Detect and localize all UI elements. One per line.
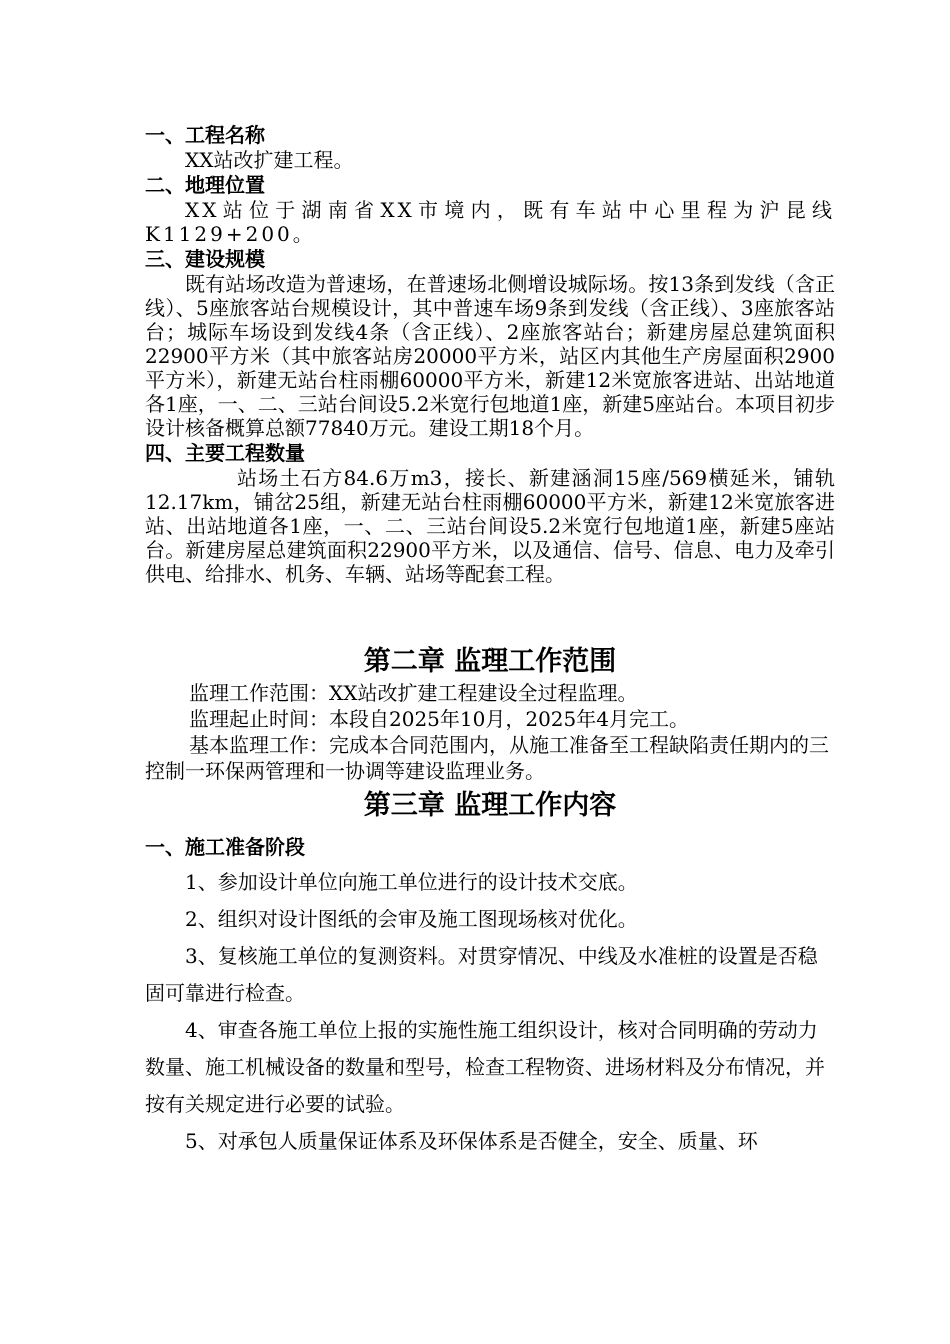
section-heading-project-name: 一、工程名称 — [145, 123, 265, 147]
project-name-text: XX站改扩建工程。 — [185, 148, 354, 172]
basic-work-paragraph: 基本监理工作：完成本合同范围内，从施工准备至工程缺陷责任期内的三控制一环保两管理和一协调等建设监理业务。 — [145, 733, 829, 783]
document-page — [145, 122, 835, 1160]
location-text: XX站位于湖南省XX市境内，既有车站中心里程为沪昆线K1129+200。 — [145, 198, 835, 246]
list-item: 1、参加设计单位向施工单位进行的设计技术交底。 — [185, 870, 638, 894]
section-heading-quantities: 四、主要工程数量 — [145, 441, 305, 465]
chapter-3-title: 第三章 监理工作内容 — [363, 790, 617, 821]
section-heading-location: 二、地理位置 — [145, 173, 265, 197]
list-item: 2、组织对设计图纸的会审及施工图现场核对优化。 — [185, 907, 638, 931]
list-item: 4、审查各施工单位上报的实施性施工组织设计，核对合同明确的劳动力数量、施工机械设备的数量和型号，检查工程物资、进场材料及分布情况，并按有关规定进行必要的试验。 — [145, 1018, 825, 1116]
list-item: 5、对承包人质量保证体系及环保体系是否健全，安全、质量、环 — [185, 1129, 758, 1153]
list-item: 3、复核施工单位的复测资料。对贯穿情况、中线及水准桩的设置是否稳固可靠进行检查。 — [145, 944, 818, 1005]
section-heading-preparation: 一、施工准备阶段 — [145, 835, 305, 859]
chapter-2-title: 第二章 监理工作范围 — [363, 646, 617, 677]
quantities-text: 站场土石方84.6万m3，接长、新建涵洞15座/569横延米，铺轨12.17km，铺岔25组，新建无站台柱雨棚60000平方米，新建12米宽旅客进站、出站地道各1座，一、二、三站台间设5.2米宽行包地道1座，新建5座站台。新建房屋总建筑面积22900平方米，以及通信、信号、信息、电力及牵引供电、给排水、机务、车辆、站场等配套工程。 — [145, 466, 835, 586]
scale-text: 既有站场改造为普速场，在普速场北侧增设城际场。按13条到发线（含正线）、5座旅客站台规模设计，其中普速车场9条到发线（含正线）、3座旅客站台；城际车场设到发线4条（含正线）、2座旅客站台；新建房屋总建筑面积22900平方米（其中旅客站房20000平方米，站区内其他生产房屋面积2900平方米），新建无站台柱雨棚60000平方米，新建12米宽旅客进站、出站地道各1座，一、二、三站台间设5.2米宽行包地道1座，新建5座站台。本项目初步设计核备概算总额77840万元。建设工期18个月。 — [145, 272, 835, 440]
section-heading-scale: 三、建设规模 — [145, 247, 265, 271]
scope-paragraph: 监理工作范围：XX站改扩建工程建设全过程监理。 — [189, 681, 638, 705]
period-paragraph: 监理起止时间：本段自2025年10月，2025年4月完工。 — [189, 707, 689, 731]
